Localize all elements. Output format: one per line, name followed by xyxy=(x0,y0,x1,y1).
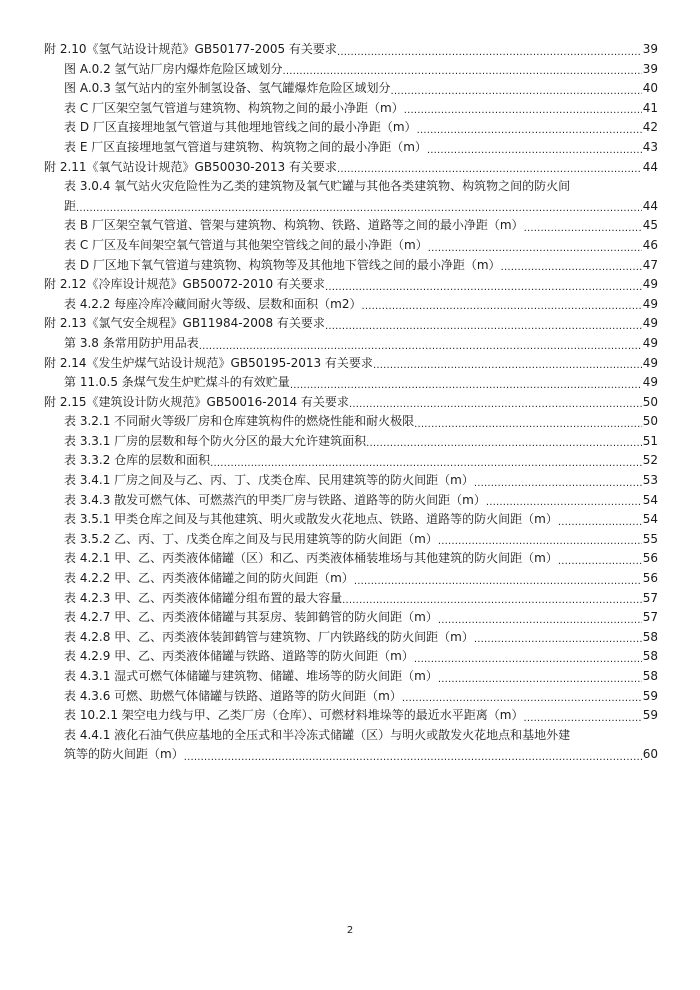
toc-entry-page: 40 xyxy=(642,81,658,96)
toc-entry[interactable] xyxy=(44,589,658,609)
toc-entry-title: 表 3.5.1 甲类仓库之间及与其他建筑、明火或散发火花地点、铁路、道路等的防火间距（m） xyxy=(64,512,558,527)
toc-entry-page: 54 xyxy=(642,492,658,507)
toc-entry[interactable] xyxy=(44,412,658,432)
toc-entry[interactable] xyxy=(44,530,658,550)
dot-leader xyxy=(474,628,642,648)
toc-entry[interactable] xyxy=(44,236,658,256)
toc-section-entry[interactable] xyxy=(44,314,658,334)
toc-entry-title: 表 C 厂区架空氢气管道与建筑物、构筑物之间的最小净距（m） xyxy=(64,100,404,115)
dot-leader xyxy=(199,334,642,354)
dot-leader xyxy=(404,99,642,119)
toc-entry-title: 表 4.2.2 每座冷库冷藏间耐火等级、层数和面积（m2） xyxy=(64,296,362,311)
dot-leader xyxy=(438,608,642,628)
toc-entry-page: 49 xyxy=(642,375,658,390)
toc-entry-title: 表 4.4.1 液化石油气供应基地的全压式和半冷冻式储罐（区）与明火或散发火花地点和基地外建 xyxy=(64,727,571,742)
toc-entry[interactable] xyxy=(44,373,658,393)
dot-leader xyxy=(524,706,642,726)
toc-entry[interactable] xyxy=(44,647,658,667)
toc-entry-page: 39 xyxy=(642,61,658,76)
page-number: 2 xyxy=(346,925,354,936)
toc-entry[interactable] xyxy=(44,295,658,315)
toc-entry-page: 43 xyxy=(642,139,658,154)
toc-entry-title: 表 4.3.1 湿式可燃气体储罐与建筑物、储罐、堆场等的防火间距（m） xyxy=(64,669,438,683)
toc-entry-page: 46 xyxy=(642,237,658,252)
dot-leader xyxy=(354,569,642,589)
toc-entry-title: 表 4.2.8 甲、乙、丙类液体装卸鹤管与建筑物、厂内铁路线的防火间距（m） xyxy=(64,629,474,644)
toc-entry-title: 第 11.0.5 条煤气发生炉贮煤斗的有效贮量 xyxy=(64,375,290,390)
toc-entry-page: 50 xyxy=(642,414,658,429)
toc-entry[interactable] xyxy=(44,138,658,158)
dot-leader xyxy=(290,373,642,393)
dot-leader xyxy=(414,412,642,432)
toc-entry[interactable] xyxy=(44,628,658,648)
toc-entry-page: 49 xyxy=(642,277,658,292)
toc-entry-page: 56 xyxy=(642,551,658,566)
dot-leader xyxy=(558,549,642,569)
toc-entry-page: 44 xyxy=(642,198,658,213)
toc-entry-page: 58 xyxy=(642,669,658,683)
toc-entry[interactable] xyxy=(44,471,658,491)
toc-entry-title: 表 4.2.2 甲、乙、丙类液体储罐之间的防火间距（m） xyxy=(64,571,354,586)
toc-entry[interactable] xyxy=(44,451,658,471)
toc-entry-page: 52 xyxy=(642,453,658,468)
dot-leader xyxy=(402,687,642,707)
dot-leader xyxy=(184,745,642,765)
toc-entry-title: 表 10.2.1 架空电力线与甲、乙类厂房（仓库）、可燃材料堆垛等的最近水平距离（m） xyxy=(64,708,524,723)
toc-entry[interactable] xyxy=(44,216,658,236)
toc-entry-page: 55 xyxy=(642,531,658,546)
toc-entry-title: 附 2.11《氧气站设计规范》GB50030-2013 有关要求 xyxy=(44,159,337,174)
dot-leader xyxy=(349,393,642,413)
toc-entry[interactable] xyxy=(44,79,658,99)
toc-entry-title: 表 4.2.3 甲、乙、丙类液体储罐分组布置的最大容量 xyxy=(64,590,343,605)
toc-entry-title: 附 2.13《氯气安全规程》GB11984-2008 有关要求 xyxy=(44,316,325,331)
toc-entry-page: 58 xyxy=(642,649,658,664)
toc-entry-page: 51 xyxy=(642,433,658,448)
toc-entry[interactable] xyxy=(44,118,658,138)
toc-entry-title: 附 2.10《氢气站设计规范》GB50177-2005 有关要求 xyxy=(44,42,337,56)
toc-entry-page: 42 xyxy=(642,120,658,135)
dot-leader xyxy=(210,451,642,471)
table-of-contents xyxy=(44,40,658,765)
dot-leader xyxy=(373,354,642,374)
toc-entry-title-continued: 筑等的防火间距（m） xyxy=(64,747,184,762)
toc-entry-title: 附 2.12《冷库设计规范》GB50072-2010 有关要求 xyxy=(44,277,325,292)
toc-entry-page: 60 xyxy=(642,747,658,762)
toc-entry-title: 表 4.2.9 甲、乙、丙类液体储罐与铁路、道路等的防火间距（m） xyxy=(64,649,414,664)
dot-leader xyxy=(428,236,642,256)
toc-entry-page: 49 xyxy=(642,355,658,370)
toc-entry-title-continued: 距 xyxy=(64,198,77,213)
toc-entry-page: 41 xyxy=(642,100,658,115)
toc-entry-title: 图 A.0.3 氢气站内的室外制氢设备、氢气罐爆炸危险区域划分 xyxy=(64,81,391,96)
dot-leader xyxy=(325,314,642,334)
toc-entry-page: 53 xyxy=(642,473,658,488)
dot-leader xyxy=(337,158,642,178)
dot-leader xyxy=(501,256,642,276)
toc-entry-title: 表 3.0.4 氧气站火灾危险性为乙类的建筑物及氧气贮罐与其他各类建筑物、构筑物之间的防火间 xyxy=(64,179,571,194)
dot-leader xyxy=(342,589,642,609)
dot-leader xyxy=(325,275,642,295)
toc-entry-title: 表 3.2.1 不同耐火等级厂房和仓库建筑构件的燃烧性能和耐火极限 xyxy=(64,414,415,429)
dot-leader xyxy=(486,491,642,511)
dot-leader xyxy=(414,647,642,667)
dot-leader xyxy=(391,79,642,99)
toc-entry-title: 附 2.14《发生炉煤气站设计规范》GB50195-2013 有关要求 xyxy=(44,355,373,370)
toc-section-entry[interactable] xyxy=(44,158,658,178)
toc-entry-title: 表 D 厂区地下氧气管道与建筑物、构筑物等及其他地下管线之间的最小净距（m） xyxy=(64,257,501,272)
dot-leader xyxy=(283,60,642,80)
toc-entry[interactable] xyxy=(44,256,658,276)
toc-entry-page: 39 xyxy=(642,42,658,56)
dot-leader xyxy=(524,216,642,236)
dot-leader xyxy=(417,118,642,138)
toc-section-entry[interactable] xyxy=(44,275,658,295)
toc-entry[interactable] xyxy=(44,726,658,765)
toc-entry-title: 表 3.5.2 乙、丙、丁、戊类仓库之间及与民用建筑等的防火间距（m） xyxy=(64,531,438,546)
toc-entry-title: 表 3.3.1 厂房的层数和每个防火分区的最大允许建筑面积 xyxy=(64,433,367,448)
toc-entry-page: 57 xyxy=(642,610,658,625)
toc-entry[interactable] xyxy=(44,549,658,569)
toc-entry-title: 第 3.8 条常用防护用品表 xyxy=(64,335,199,350)
dot-leader xyxy=(438,530,642,550)
toc-entry[interactable] xyxy=(44,667,658,687)
dot-leader xyxy=(427,138,642,158)
toc-entry-title: 附 2.15《建筑设计防火规范》GB50016-2014 有关要求 xyxy=(44,394,349,409)
dot-leader xyxy=(337,40,642,60)
dot-leader xyxy=(474,471,642,491)
dot-leader xyxy=(558,510,642,530)
toc-entry[interactable] xyxy=(44,510,658,530)
toc-section-entry[interactable] xyxy=(44,393,658,413)
toc-section-entry[interactable] xyxy=(44,354,658,374)
toc-entry-page: 44 xyxy=(642,159,658,174)
toc-entry-page: 54 xyxy=(642,512,658,527)
toc-entry-page: 59 xyxy=(642,688,658,703)
toc-entry-title: 表 4.3.6 可燃、助燃气体储罐与铁路、道路等的防火间距（m） xyxy=(64,688,402,703)
toc-entry-title: 图 A.0.2 氢气站厂房内爆炸危险区域划分 xyxy=(64,61,283,76)
toc-section-entry[interactable] xyxy=(44,40,658,60)
toc-entry[interactable] xyxy=(44,687,658,707)
dot-leader xyxy=(438,667,642,687)
toc-entry[interactable] xyxy=(44,491,658,511)
toc-entry[interactable] xyxy=(44,177,658,216)
toc-entry[interactable] xyxy=(44,99,658,119)
toc-entry-title: 表 4.2.7 甲、乙、丙类液体储罐与其泵房、装卸鹤管的防火间距（m） xyxy=(64,610,438,625)
toc-entry[interactable] xyxy=(44,432,658,452)
dot-leader xyxy=(76,197,642,217)
toc-entry-page: 59 xyxy=(642,708,658,723)
toc-entry-title: 表 C 厂区及车间架空氧气管道与其他架空管线之间的最小净距（m） xyxy=(64,237,428,252)
toc-entry[interactable] xyxy=(44,608,658,628)
toc-entry-title: 表 B 厂区架空氧气管道、管架与建筑物、构筑物、铁路、道路等之间的最小净距（m） xyxy=(64,218,524,233)
toc-entry-title: 表 E 厂区直接埋地氢气管道与建筑物、构筑物之间的最小净距（m） xyxy=(64,139,427,154)
toc-entry[interactable] xyxy=(44,706,658,726)
toc-entry-page: 50 xyxy=(642,394,658,409)
dot-leader xyxy=(362,295,642,315)
toc-entry[interactable] xyxy=(44,60,658,80)
toc-entry-page: 49 xyxy=(642,316,658,331)
toc-entry-page: 47 xyxy=(642,257,658,272)
toc-entry-title: 表 3.4.1 厂房之间及与乙、丙、丁、戊类仓库、民用建筑等的防火间距（m） xyxy=(64,473,474,488)
toc-entry-page: 56 xyxy=(642,571,658,586)
toc-entry-page: 49 xyxy=(642,335,658,350)
toc-entry-title: 表 4.2.1 甲、乙、丙类液体储罐（区）和乙、丙类液体桶装堆场与其他建筑的防火间距（m） xyxy=(64,551,558,566)
toc-entry-title: 表 3.4.3 散发可燃气体、可燃蒸汽的甲类厂房与铁路、道路等的防火间距（m） xyxy=(64,492,486,507)
toc-entry-title: 表 D 厂区直接埋地氢气管道与其他埋地管线之间的最小净距（m） xyxy=(64,120,417,135)
toc-entry[interactable] xyxy=(44,334,658,354)
toc-entry-page: 57 xyxy=(642,590,658,605)
toc-entry-title: 表 3.3.2 仓库的层数和面积 xyxy=(64,453,211,468)
toc-entry[interactable] xyxy=(44,569,658,589)
toc-entry-page: 49 xyxy=(642,296,658,311)
toc-entry-page: 45 xyxy=(642,218,658,233)
dot-leader xyxy=(366,432,642,452)
toc-entry-page: 58 xyxy=(642,629,658,644)
